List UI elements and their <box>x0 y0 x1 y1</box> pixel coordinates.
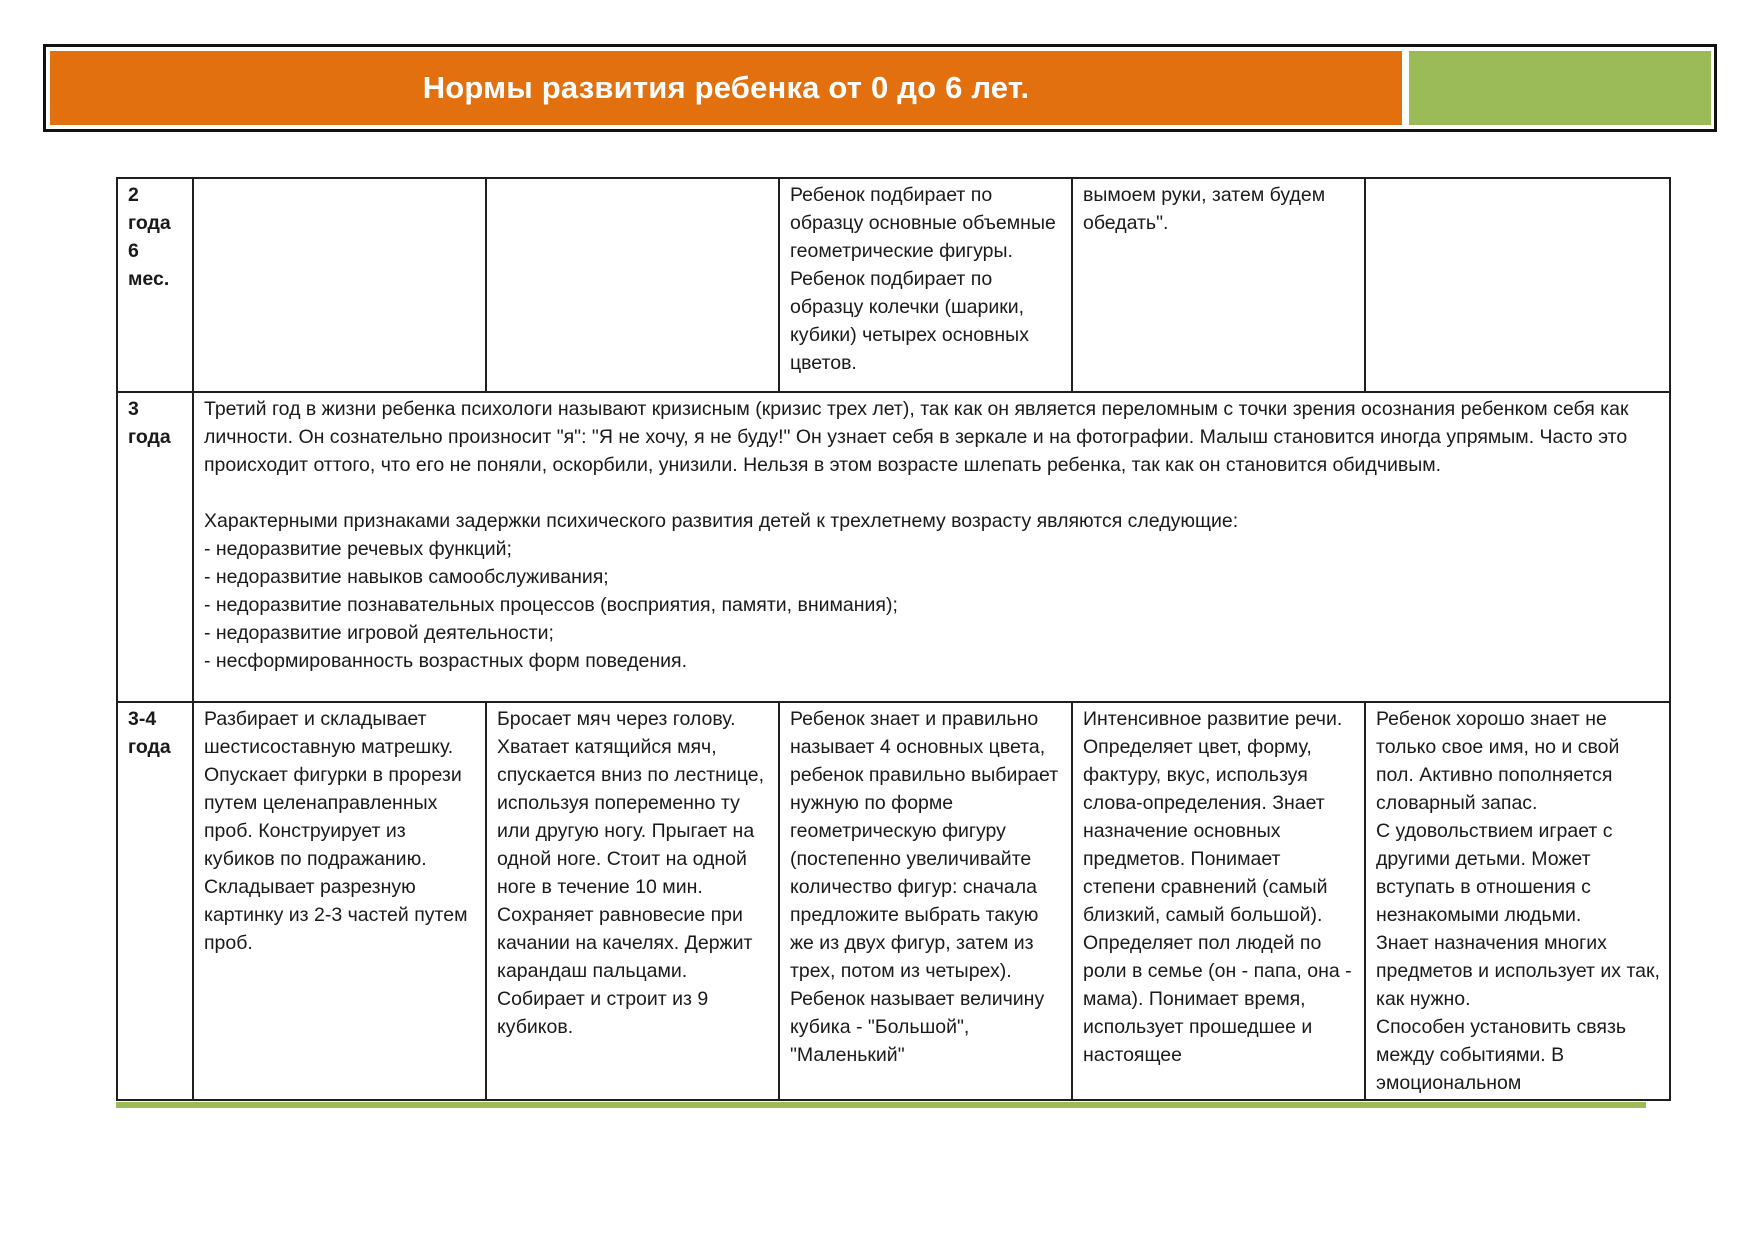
table-cell <box>193 178 486 392</box>
table-cell: Ребенок знает и правильно называет 4 основных цвета, ребенок правильно выбирает нужную по форме геометрическую фигуру (постепенно увеличивайте количество фигур: сначала предложите выбрать такую же из двух фигур, затем из трех, потом из четырех). Ребенок называет величину кубика - "Большой", "Маленький" <box>779 702 1072 1100</box>
page-title: Нормы развития ребенка от 0 до 6 лет. <box>422 70 1030 105</box>
list-item: - недоразвитие речевых функций; <box>204 538 512 560</box>
crisis-description: Третий год в жизни ребенка психологи называют кризисным (кризис трех лет), так как он является переломным с точки зрения осознания ребенком себя как личности. Он сознательно произносит "я": "Я не хочу, я не буду!" Он узнает себя в зеркале и на фотографии. Малыш становится иногда упрямым. Часто это происходит оттого, что его не поняли, оскорбили, унизили. Нельзя в этом возрасте шлепать ребенка, так как он становится обидчивым. <box>204 398 1629 476</box>
social-skills-text: Способен установить связь между событиями. В эмоциональном <box>1376 1016 1627 1094</box>
paragraph-gap <box>204 479 1660 507</box>
list-item: - недоразвитие игровой деятельности; <box>204 622 554 644</box>
age-cell: 3 года <box>117 392 193 702</box>
footer-divider <box>116 1102 1646 1108</box>
table-cell <box>1365 702 1670 1100</box>
list-item: - недоразвитие познавательных процессов (восприятия, памяти, внимания); <box>204 594 898 616</box>
list-item: - несформированность возрастных форм поведения. <box>204 650 688 672</box>
table-merged-cell <box>193 392 1670 702</box>
table-cell: Интенсивное развитие речи. Определяет цвет, форму, фактуру, вкус, используя слова-определения. Знает назначение основных предметов. Понимает степени сравнений (самый близкий, самый большой). Определяет пол людей по роли в семье (он - папа, она - мама). Понимает время, использует прошедшее и настоящее <box>1072 702 1365 1100</box>
social-skills-text: Знает назначения многих предметов и использует их так, как нужно. <box>1376 932 1660 1010</box>
header-title-bar <box>50 51 1402 125</box>
age-cell: 2 года 6 мес. <box>117 178 193 392</box>
table-cell <box>486 178 779 392</box>
table-row-2y6m <box>117 178 1670 392</box>
list-item: - недоразвитие навыков самообслуживания; <box>204 566 609 588</box>
delay-signs-title: Характерными признаками задержки психического развития детей к трехлетнему возрасту являются следующие: <box>204 510 1239 532</box>
table-cell <box>1365 178 1670 392</box>
development-norms-table <box>116 177 1671 1101</box>
social-skills-text: Ребенок хорошо знает не только свое имя, но и свой пол. Активно пополняется словарный запас. <box>1376 708 1620 814</box>
table-cell: Разбирает и складывает шестисоставную матрешку. Опускает фигурки в прорези путем целенаправленных проб. Конструирует из кубиков по подражанию. Складывает разрезную картинку из 2-3 частей путем проб. <box>193 702 486 1100</box>
table-cell: вымоем руки, затем будем обедать". <box>1072 178 1365 392</box>
table-cell: Бросает мяч через голову. Хватает катящийся мяч, спускается вниз по лестнице, используя попеременно ту или другую ногу. Прыгает на одной ноге. Стоит на одной ноге в течение 10 мин. Сохраняет равновесие при качании на качелях. Держит карандаш пальцами. Собирает и строит из 9 кубиков. <box>486 702 779 1100</box>
table-cell: Ребенок подбирает по образцу основные объемные геометрические фигуры. Ребенок подбирает по образцу колечки (шарики, кубики) четырех основных цветов. <box>779 178 1072 392</box>
social-skills-text: С удовольствием играет с другими детьми. Может вступать в отношения с незнакомыми людьми. <box>1376 820 1613 926</box>
header-accent-block <box>1409 51 1711 125</box>
table-row-3-4y <box>117 702 1670 1100</box>
table-row-3y <box>117 392 1670 702</box>
age-cell: 3-4 года <box>117 702 193 1100</box>
